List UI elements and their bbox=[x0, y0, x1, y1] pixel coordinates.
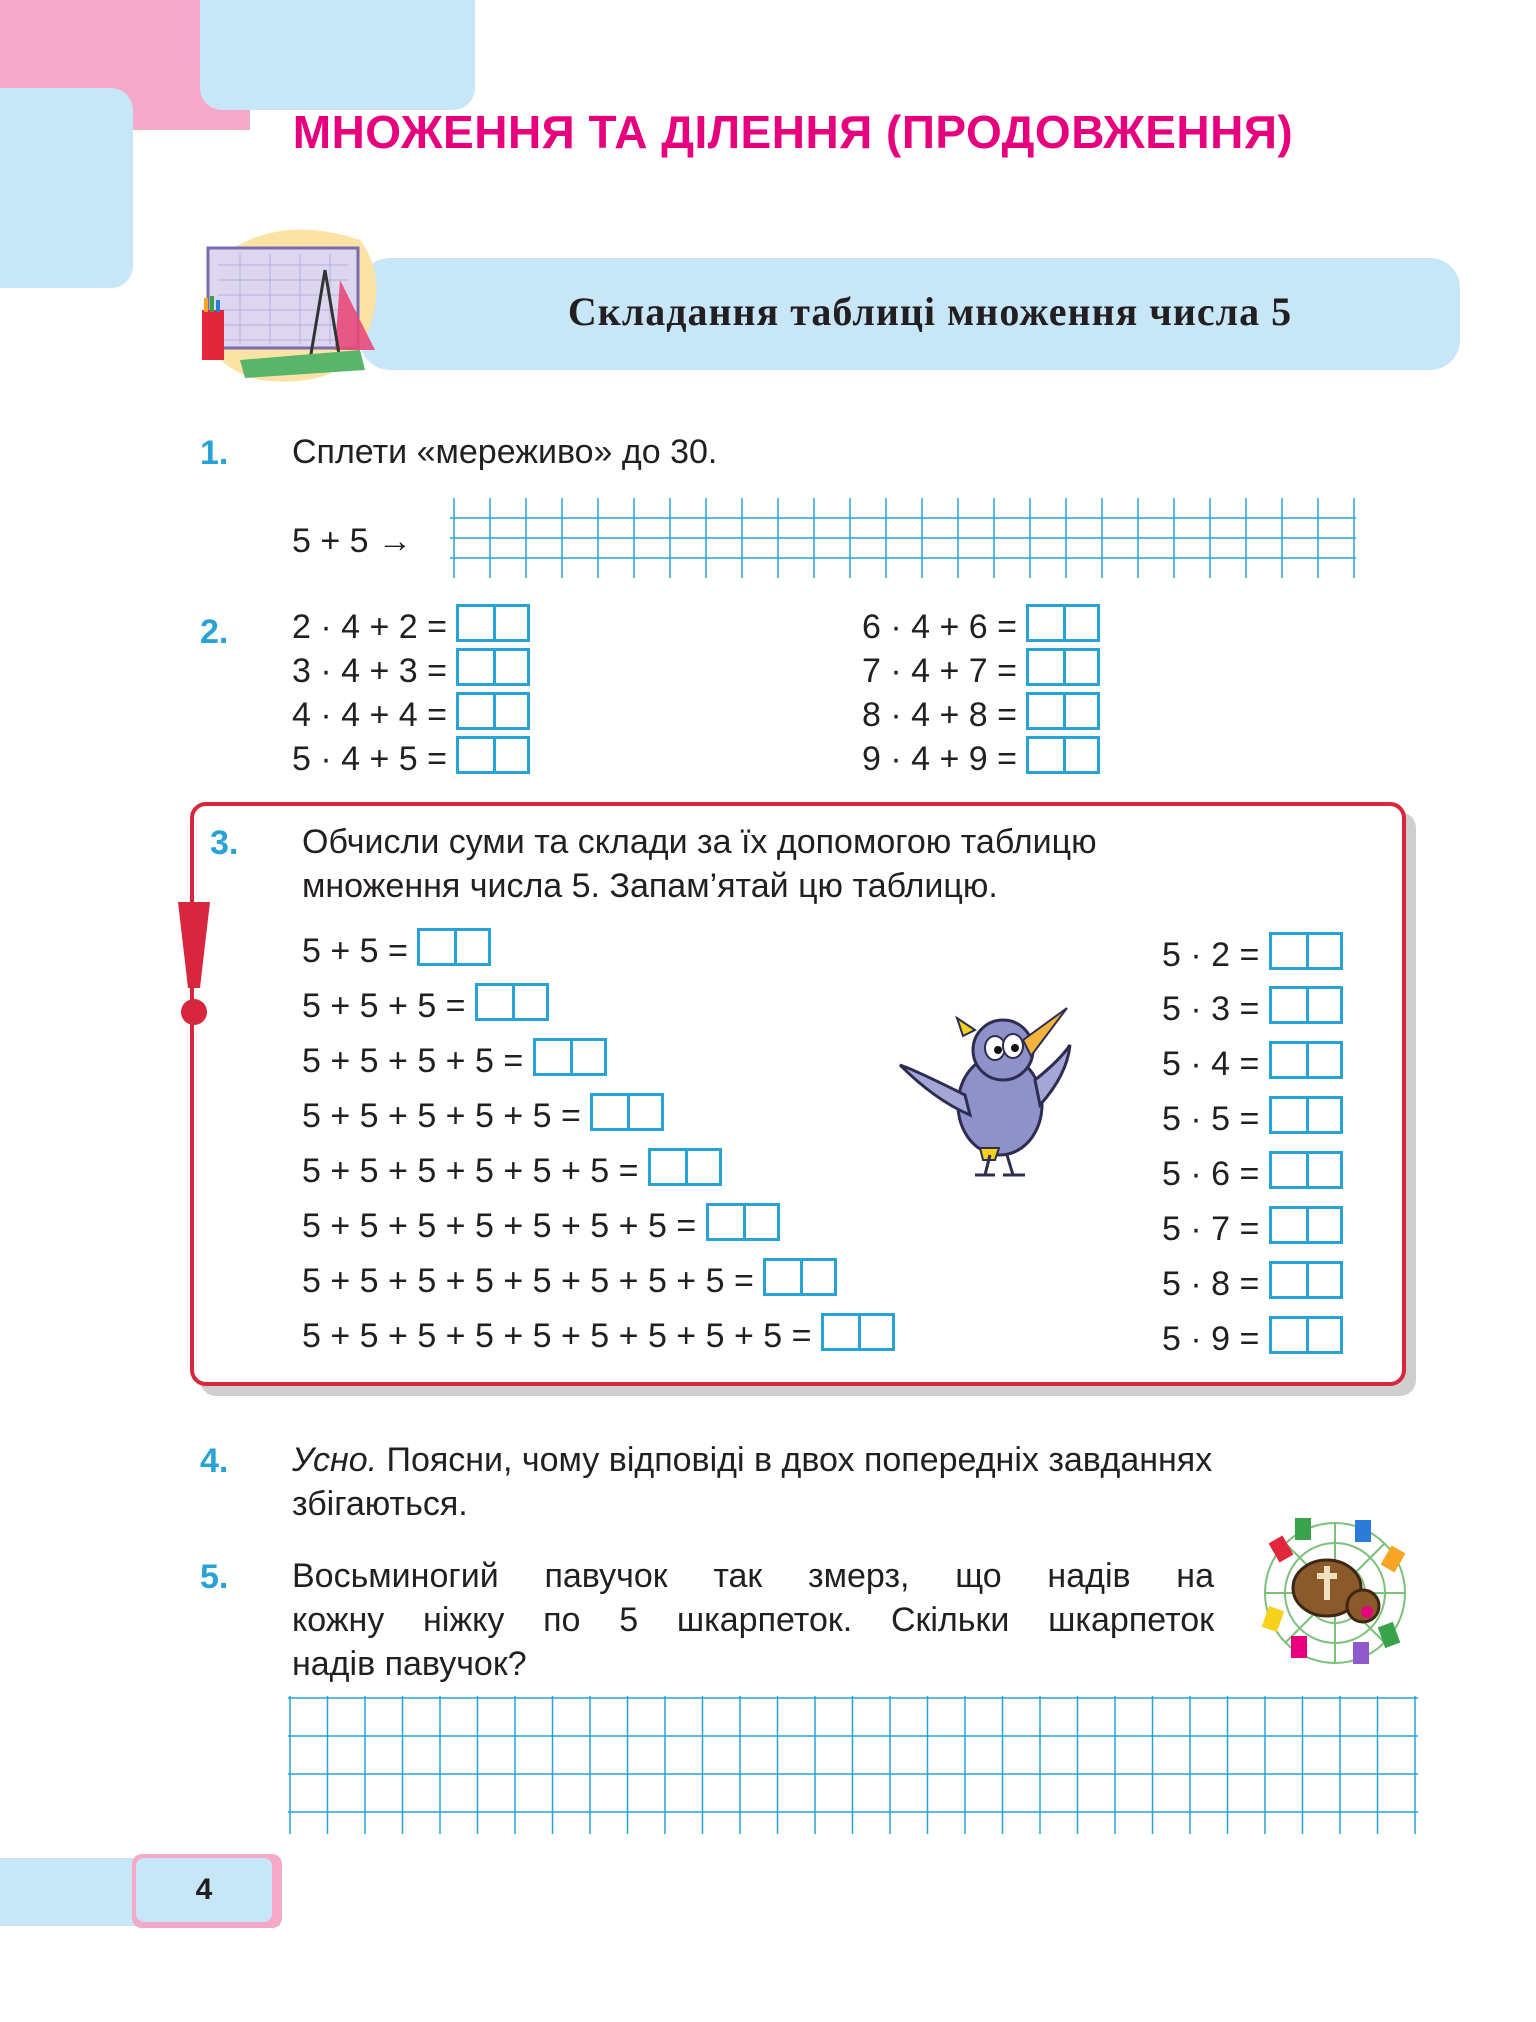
spider-illustration bbox=[1255, 1508, 1415, 1678]
answer-box[interactable] bbox=[1026, 604, 1100, 642]
task-3-sum-6: 5 + 5 + 5 + 5 + 5 + 5 + 5 = bbox=[302, 1203, 780, 1246]
task-3-product-6: 5 · 7 = bbox=[1162, 1206, 1343, 1249]
task-2-right-1: 6 · 4 + 6 = bbox=[862, 604, 1100, 647]
task-2-right-3: 8 · 4 + 8 = bbox=[862, 692, 1100, 735]
answer-box[interactable] bbox=[456, 648, 530, 686]
answer-box[interactable] bbox=[1269, 1316, 1343, 1354]
task-3-sum-7: 5 + 5 + 5 + 5 + 5 + 5 + 5 + 5 = bbox=[302, 1258, 837, 1301]
task-4-italic: Усно. bbox=[292, 1441, 378, 1479]
answer-box[interactable] bbox=[456, 692, 530, 730]
answer-box[interactable] bbox=[590, 1093, 664, 1131]
task-3-sum-2: 5 + 5 + 5 = bbox=[302, 983, 549, 1026]
task-3-sum-8: 5 + 5 + 5 + 5 + 5 + 5 + 5 + 5 + 5 = bbox=[302, 1313, 895, 1356]
task-3-product-7: 5 · 8 = bbox=[1162, 1261, 1343, 1304]
answer-box[interactable] bbox=[648, 1148, 722, 1186]
answer-box[interactable] bbox=[456, 736, 530, 774]
task-4-text-line2: збігаються. bbox=[292, 1485, 468, 1523]
task-3-product-1: 5 · 2 = bbox=[1162, 932, 1343, 975]
task-2-left-2: 3 · 4 + 3 = bbox=[292, 648, 530, 691]
task-2-left-4: 5 · 4 + 5 = bbox=[292, 736, 530, 779]
task-2-left-1: 2 · 4 + 2 = bbox=[292, 604, 530, 647]
answer-box[interactable] bbox=[1269, 1096, 1343, 1134]
task-3-text-line2: множення числа 5. Запам’ятай цю таблицю. bbox=[302, 867, 998, 905]
task-5-line2: кожну ніжку по 5 шкарпеток. Скільки шкарпеток bbox=[292, 1601, 1214, 1639]
task-2-right-4: 9 · 4 + 9 = bbox=[862, 736, 1100, 779]
section-title: Складання таблиці множення числа 5 bbox=[567, 289, 1293, 334]
task-3-product-4: 5 · 5 = bbox=[1162, 1096, 1343, 1139]
answer-box[interactable] bbox=[1269, 986, 1343, 1024]
task-4-text-line1: Усно. Поясни, чому відповіді в двох попередніх завданнях bbox=[292, 1441, 1213, 1479]
task-2-number: 2. bbox=[200, 613, 229, 651]
task-1-number: 1. bbox=[200, 434, 229, 472]
task-3-sum-5: 5 + 5 + 5 + 5 + 5 + 5 = bbox=[302, 1148, 722, 1191]
task-5-line3: надів павучок? bbox=[292, 1645, 527, 1683]
task-3-product-2: 5 · 3 = bbox=[1162, 986, 1343, 1029]
bird-illustration bbox=[895, 1000, 1090, 1180]
exclamation-icon bbox=[170, 900, 218, 1030]
task-2-right-2: 7 · 4 + 7 = bbox=[862, 648, 1100, 691]
answer-box[interactable] bbox=[1269, 1206, 1343, 1244]
answer-box[interactable] bbox=[475, 983, 549, 1021]
answer-box[interactable] bbox=[706, 1203, 780, 1241]
task-2-left-3: 4 · 4 + 4 = bbox=[292, 692, 530, 735]
task-3-product-3: 5 · 4 = bbox=[1162, 1041, 1343, 1084]
answer-box[interactable] bbox=[456, 604, 530, 642]
answer-box[interactable] bbox=[533, 1038, 607, 1076]
answer-box[interactable] bbox=[821, 1313, 895, 1351]
answer-box[interactable] bbox=[1026, 648, 1100, 686]
task-3-sum-1: 5 + 5 = bbox=[302, 928, 491, 971]
answer-grid[interactable] bbox=[288, 1696, 1420, 1836]
corner-decoration-blue bbox=[200, 0, 475, 110]
answer-box[interactable] bbox=[763, 1258, 837, 1296]
task-5-number: 5. bbox=[200, 1558, 229, 1596]
answer-box[interactable] bbox=[1026, 736, 1100, 774]
answer-box[interactable] bbox=[1026, 692, 1100, 730]
answer-box[interactable] bbox=[1269, 932, 1343, 970]
task-4-number: 4. bbox=[200, 1442, 229, 1480]
lace-grid[interactable] bbox=[450, 498, 1360, 580]
task-3-sum-3: 5 + 5 + 5 + 5 = bbox=[302, 1038, 607, 1081]
task-3-text-line1: Обчисли суми та склади за їх допомогою таблицю bbox=[302, 823, 1097, 861]
answer-box[interactable] bbox=[1269, 1041, 1343, 1079]
task-5-line1: Восьминогий павучок так змерз, що надів на bbox=[292, 1557, 1214, 1595]
task-3-sum-4: 5 + 5 + 5 + 5 + 5 = bbox=[302, 1093, 664, 1136]
page-number: 4 bbox=[136, 1858, 272, 1922]
answer-box[interactable] bbox=[1269, 1151, 1343, 1189]
task-3-product-5: 5 · 6 = bbox=[1162, 1151, 1343, 1194]
task-3-number: 3. bbox=[210, 824, 239, 862]
answer-box[interactable] bbox=[1269, 1261, 1343, 1299]
page-title: МНОЖЕННЯ ТА ДІЛЕННЯ (ПРОДОВЖЕННЯ) bbox=[292, 106, 1294, 158]
answer-box[interactable] bbox=[417, 928, 491, 966]
task-3-product-8: 5 · 9 = bbox=[1162, 1316, 1343, 1359]
task-1-text: Сплети «мереживо» до 30. bbox=[292, 433, 718, 471]
task-1-start: 5 + 5 → bbox=[292, 522, 413, 560]
